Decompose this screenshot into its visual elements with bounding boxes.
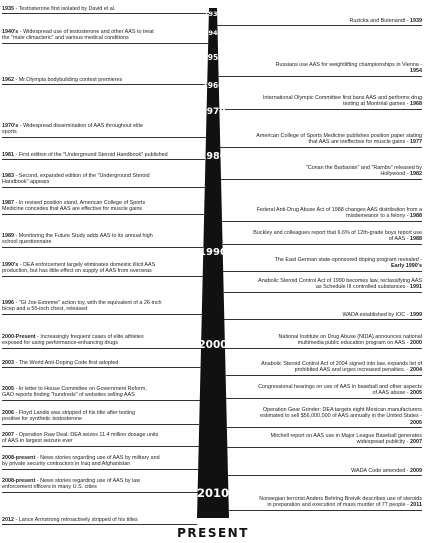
event-year: 1981 bbox=[2, 152, 14, 158]
event-description: The East German state-sponsored doping program revealed bbox=[274, 257, 419, 263]
left-timeline-event: 1983 - Second, expanded edition of the "Underground Steroid Handbook" appears bbox=[2, 173, 150, 186]
decade-label: 1990 bbox=[199, 247, 227, 258]
event-year: 2004 bbox=[410, 367, 422, 374]
event-description: First edition of the "Underground Steroid Handbook" published bbox=[18, 152, 168, 158]
event-description: "GI Joe Extreme" action toy, with the equivalent of a 26-inch bicep and a 55-inch chest, released bbox=[2, 300, 162, 313]
event-description: Monitoring the Future Study adds AAS to its annual high school questionnaire bbox=[2, 233, 153, 246]
event-description: Second, expanded edition of the "Underground Steroid Handbook" appears bbox=[2, 173, 150, 186]
event-year: 2009 bbox=[410, 468, 422, 474]
event-year: 2005 bbox=[410, 419, 422, 426]
event-connector-line bbox=[2, 187, 205, 188]
event-year: 2005 bbox=[2, 386, 14, 392]
event-connector-line bbox=[2, 314, 202, 315]
left-timeline-event: 2008-present - News stories regarding use of AAS by law enforcement officers in many U.S. cities bbox=[2, 478, 141, 491]
event-connector-line bbox=[2, 348, 201, 349]
event-year: 1968 bbox=[410, 101, 422, 108]
event-description: Mr.Olympia bodybuilding contest premieres bbox=[18, 77, 123, 83]
right-timeline-event: WADA Code amended - 2009 bbox=[351, 468, 422, 474]
left-timeline-event: 2000-Present - Increasingly frequent cases of elite athletes exposed for using performance-enhancing drugs bbox=[2, 334, 144, 347]
event-connector-line bbox=[2, 276, 203, 277]
decade-label: 2000 bbox=[198, 338, 228, 351]
event-connector-line bbox=[2, 43, 208, 44]
event-description: DEA enforcement largely eliminates domestic illicit AAS production, but has little effect on supply of AAS from overseas bbox=[2, 262, 156, 275]
event-connector-line bbox=[2, 400, 200, 401]
event-connector-line bbox=[2, 424, 199, 425]
event-connector-line bbox=[2, 247, 203, 248]
event-year: 1935 bbox=[2, 6, 14, 12]
event-year: 2000 bbox=[410, 340, 422, 347]
right-timeline-event: Buckley and colleagues report that 6.6% of 12th-grade boys report use of AAS - 1988 bbox=[253, 230, 422, 243]
decade-label: 2010 bbox=[196, 486, 229, 501]
event-connector-line bbox=[227, 447, 422, 448]
event-year: 2005 bbox=[410, 390, 422, 397]
event-connector-line bbox=[219, 76, 422, 77]
event-year: 1940's bbox=[2, 29, 19, 35]
right-timeline-event: Operation Gear Grinder: DEA targets eight Mexican manufacturers estimated to sell $56,000,000 of AAS annually in the United States - 2005 bbox=[260, 407, 422, 426]
event-year: 1999 bbox=[410, 312, 422, 318]
event-description: Lance Armstrong retroactively stripped of his titles bbox=[18, 517, 138, 523]
event-description: In letter to House Committee on Government Reform, GAO reports finding "hundreds" of websites selling AAS bbox=[2, 386, 147, 399]
left-timeline-event: 1990's - DEA enforcement largely eliminates domestic illicit AAS production, but has little effect on supply of AAS from overseas bbox=[2, 262, 156, 275]
event-connector-line bbox=[219, 109, 422, 110]
present-label: PRESENT bbox=[177, 526, 249, 540]
event-description: In revised position stand, American College of Sports Medicine concedes that AAS are effective for muscle gains bbox=[2, 200, 146, 213]
event-year: 2007 bbox=[410, 439, 422, 446]
left-timeline-event: 2005 - In letter to House Committee on Government Reform, GAO reports finding "hundreds" of websites selling AAS bbox=[2, 386, 147, 399]
event-description: Increasingly frequent cases of elite athletes exposed for using performance-enhancing drugs bbox=[2, 334, 144, 347]
event-year: 2007 bbox=[2, 432, 14, 438]
right-timeline-event: WADA established by IOC - 1999 bbox=[342, 312, 422, 318]
event-connector-line bbox=[2, 159, 205, 160]
event-connector-line bbox=[223, 271, 422, 272]
event-connector-line bbox=[2, 367, 201, 368]
event-year: 1977 bbox=[410, 139, 422, 146]
event-year: 2008-present bbox=[2, 478, 36, 484]
event-description: Congressional hearings on use of AAS in baseball and other aspects of AAS abuse bbox=[258, 384, 422, 397]
event-connector-line bbox=[226, 375, 422, 376]
right-timeline-event: Ruzicka and Butenandt - 1939 bbox=[349, 18, 422, 24]
left-timeline-event: 2003 - The World Anti-Doping Code first adopted bbox=[2, 360, 119, 366]
decade-label: 1950 bbox=[202, 52, 224, 62]
decade-label: 1930 bbox=[203, 10, 223, 19]
event-connector-line bbox=[2, 469, 198, 470]
event-connector-line bbox=[222, 221, 422, 222]
event-description: Anabolic Steroid Control Act of 1990 becomes law, reclassifying AAS as Schedule III controlled substances bbox=[258, 278, 422, 291]
right-timeline-event: Congressional hearings on use of AAS in baseball and other aspects of AAS abuse - 2005 bbox=[258, 384, 422, 397]
left-timeline-event: 1987 - In revised position stand, American College of Sports Medicine concedes that AAS are effective for muscle gains bbox=[2, 200, 146, 213]
event-description: Ruzicka and Butenandt bbox=[349, 18, 406, 24]
left-timeline-event: 1962 - Mr.Olympia bodybuilding contest premieres bbox=[2, 77, 123, 83]
right-timeline-event: Norwegian terrorist Anders Behring Breivik describes use of steroids in preparation and execution of mass murder of 77 people - 2011 bbox=[259, 496, 422, 509]
event-connector-line bbox=[227, 427, 422, 428]
left-timeline-event: 1981 - First edition of the "Underground Steroid Handbook" published bbox=[2, 152, 168, 158]
event-description: Russians use AAS for weightlifting championships in Vienna bbox=[275, 62, 419, 68]
event-connector-line bbox=[2, 137, 206, 138]
event-year: 2006 bbox=[2, 410, 14, 416]
event-year: 1987 bbox=[2, 200, 14, 206]
right-timeline-event: Mitchell report on AAS use in Major League Baseball generates widespread publicity - 2007 bbox=[270, 433, 422, 446]
event-connector-line bbox=[229, 510, 422, 511]
event-description: Federal Anti-Drug Abuse Act of 1988 changes AAS distribution from a misdemeanor to a felony bbox=[256, 207, 422, 220]
left-timeline-event: 1989 - Monitoring the Future Study adds AAS to its annual high school questionnaire bbox=[2, 233, 153, 246]
left-timeline-event: 1935 - Testosterone first isolated by David et al. bbox=[2, 6, 116, 12]
event-connector-line bbox=[228, 475, 422, 476]
event-connector-line bbox=[223, 244, 422, 245]
decade-label: 1960 bbox=[202, 80, 224, 90]
right-timeline-event: Federal Anti-Drug Abuse Act of 1988 changes AAS distribution from a misdemeanor to a felony - 1988 bbox=[256, 207, 422, 220]
left-timeline-event: 1940's - Widespread use of testosterone and other AAS to treat the "male climacteric" and various medical conditions bbox=[2, 29, 154, 42]
event-year: 1939 bbox=[410, 18, 422, 24]
event-year: 1988 bbox=[410, 236, 422, 243]
decade-label: 1970 bbox=[200, 106, 226, 117]
event-connector-line bbox=[224, 319, 422, 320]
event-description: American College of Sports Medicine publishes position paper stating that AAS are ineffective for muscle gains bbox=[256, 133, 422, 146]
right-timeline-event: National Institute on Drug Abuse (NIDA) announces national multimedia public education program on AAS - 2000 bbox=[278, 334, 422, 347]
event-description: Anabolic Steroid Control Act of 2004 signed into law, expands list of prohibited AAS and urges increased penalties. bbox=[261, 361, 422, 374]
left-timeline-event: 1996 - "GI Joe Extreme" action toy, with the equivalent of a 26-inch bicep and a 55-inch chest, released bbox=[2, 300, 162, 313]
event-year: 1954 bbox=[410, 68, 422, 75]
event-connector-line bbox=[2, 524, 197, 525]
event-description: Operation Raw Deal: DEA seizes 11.4 million dosage units of AAS in largest seizure ever bbox=[2, 432, 159, 445]
event-connector-line bbox=[2, 446, 199, 447]
event-description: The World Anti-Doping Code first adopted bbox=[18, 360, 119, 366]
event-connector-line bbox=[225, 348, 422, 349]
event-year: 2003 bbox=[2, 360, 14, 366]
left-timeline-event: 2012 - Lance Armstrong retroactively stripped of his titles bbox=[2, 517, 138, 523]
event-description: News stories regarding use of AAS by law enforcement officers in many U.S. cities bbox=[2, 478, 141, 491]
event-year: 1989 bbox=[2, 233, 14, 239]
event-description: WADA Code amended bbox=[351, 468, 406, 474]
event-description: Widespread use of testosterone and other AAS to treat the "male climacteric" and various medical conditions bbox=[2, 29, 154, 42]
right-timeline-event: The East German state-sponsored doping program revealed - Early 1990's bbox=[274, 257, 422, 270]
event-year: 1996 bbox=[2, 300, 14, 306]
decade-label: 1980 bbox=[199, 151, 227, 163]
event-description: Operation Gear Grinder: DEA targets eight Mexican manufacturers estimated to sell $56,000,000 of AAS annually in the United States bbox=[260, 407, 422, 420]
left-timeline-event: 2008-present - News stories regarding use of AAS by military and by private security contractors in Iraq and Afghanistan bbox=[2, 455, 160, 468]
event-year: 2000-Present bbox=[2, 334, 36, 340]
event-year: 1983 bbox=[2, 173, 14, 179]
event-year: 2008-present bbox=[2, 455, 36, 461]
event-connector-line bbox=[2, 214, 204, 215]
event-description: News stories regarding use of AAS by military and by private security contractors in Iraq and Afghanistan bbox=[2, 455, 160, 468]
event-connector-line bbox=[2, 13, 209, 14]
event-description: International Olympic Committee first bans AAS and performs drug testing at Montréal games bbox=[262, 95, 422, 108]
event-description: "Conan the Barbarian" and "Rambo" released by Hollywood bbox=[305, 165, 422, 178]
event-description: Floyd Landis was stripped of his title after testing positive for synthetic testosterone bbox=[2, 410, 136, 423]
event-year: 1990's bbox=[2, 262, 19, 268]
right-timeline-event: Russians use AAS for weightlifting championships in Vienna - 1954 bbox=[275, 62, 422, 75]
event-description: Testosterone first isolated by David et al. bbox=[18, 6, 116, 12]
left-timeline-event: 2006 - Floyd Landis was stripped of his title after testing positive for synthetic testosterone bbox=[2, 410, 136, 423]
event-description: WADA established by IOC bbox=[342, 312, 406, 318]
event-year: 1970's bbox=[2, 123, 19, 129]
right-timeline-event: Anabolic Steroid Control Act of 2004 signed into law, expands list of prohibited AAS and urges increased penalties. - 2004 bbox=[261, 361, 422, 374]
event-description: Norwegian terrorist Anders Behring Breivik describes use of steroids in preparation and execution of mass murder of 77 people bbox=[259, 496, 422, 509]
event-connector-line bbox=[2, 84, 207, 85]
event-description: National Institute on Drug Abuse (NIDA) announces national multimedia public education program on AAS bbox=[278, 334, 422, 347]
right-timeline-event: Anabolic Steroid Control Act of 1990 becomes law, reclassifying AAS as Schedule III controlled substances - 1991 bbox=[258, 278, 422, 291]
left-timeline-event: 2007 - Operation Raw Deal: DEA seizes 11.4 million dosage units of AAS in largest seizure ever bbox=[2, 432, 159, 445]
event-connector-line bbox=[226, 398, 422, 399]
decade-label: 1940 bbox=[203, 29, 223, 38]
right-timeline-event: "Conan the Barbarian" and "Rambo" released by Hollywood - 1982 bbox=[305, 165, 422, 178]
event-year: 1982 bbox=[410, 171, 422, 178]
event-year: 1991 bbox=[410, 284, 422, 291]
event-connector-line bbox=[217, 25, 422, 26]
event-connector-line bbox=[2, 492, 198, 493]
event-year: 1962 bbox=[2, 77, 14, 83]
event-year: 1988 bbox=[410, 213, 422, 220]
event-connector-line bbox=[221, 179, 422, 180]
right-timeline-event: International Olympic Committee first bans AAS and performs drug testing at Montréal games - 1968 bbox=[262, 95, 422, 108]
left-timeline-event: 1970's - Widespread dissemination of AAS throughout elite sports bbox=[2, 123, 143, 136]
event-description: Buckley and colleagues report that 6.6% of 12th-grade boys report use of AAS bbox=[253, 230, 422, 243]
event-description: Mitchell report on AAS use in Major League Baseball generates widespread publicity bbox=[270, 433, 422, 446]
event-year: 2011 bbox=[410, 502, 422, 509]
event-year: 2012 bbox=[2, 517, 14, 523]
event-connector-line bbox=[220, 147, 422, 148]
right-timeline-event: American College of Sports Medicine publishes position paper stating that AAS are ineffective for muscle gains - 1977 bbox=[256, 133, 422, 146]
event-year: Early 1990's bbox=[391, 263, 422, 270]
event-description: Widespread dissemination of AAS throughout elite sports bbox=[2, 123, 143, 136]
event-connector-line bbox=[224, 292, 422, 293]
